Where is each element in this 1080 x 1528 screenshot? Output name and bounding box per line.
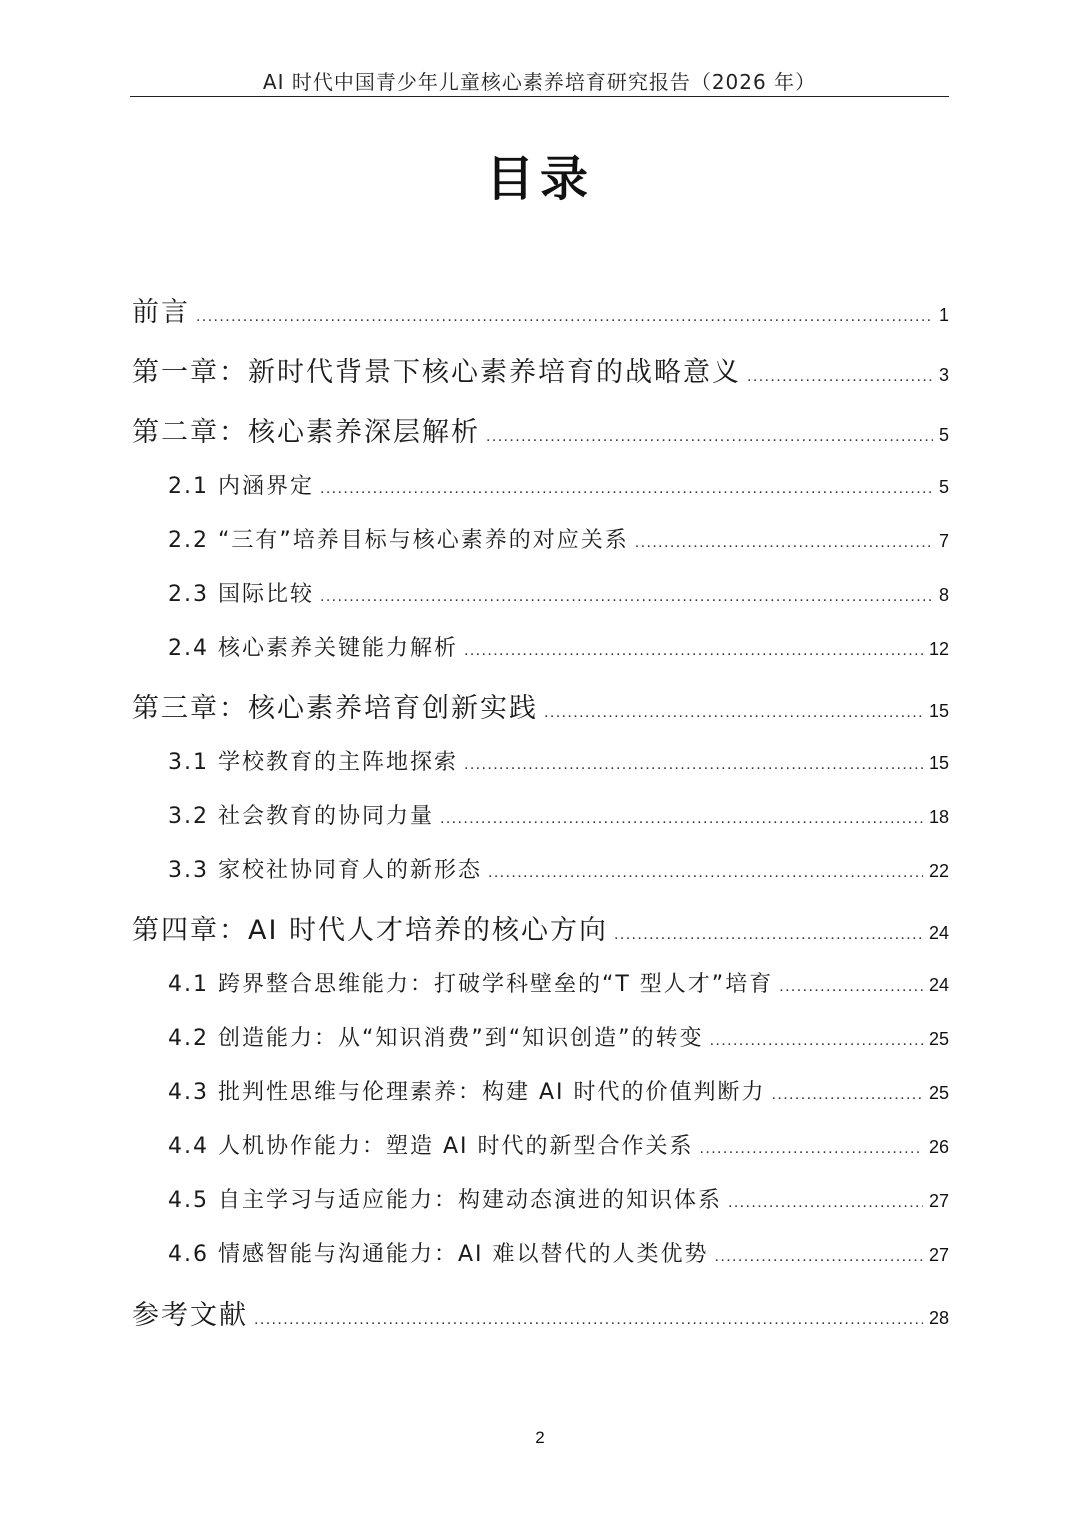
toc-entry[interactable]: [132, 908, 949, 947]
toc-entry-page: 15: [928, 753, 949, 773]
toc-entry-text: 4.3 批判性思维与伦理素养：构建 AI 时代的价值判断力: [168, 1080, 766, 1105]
toc-entry-text: 第四章：AI 时代人才培养的核心方向: [132, 915, 609, 946]
toc-entry-text: 第一章：新时代背景下核心素养培育的战略意义: [132, 357, 741, 388]
toc-entry[interactable]: [168, 1237, 949, 1268]
toc-entry-text: 4.1 跨界整合思维能力：打破学科壁垒的“T 型人才”培育: [168, 972, 774, 997]
toc-entry-text: 3.3 家校社协同育人的新形态: [168, 858, 482, 883]
toc-entry[interactable]: [168, 799, 949, 830]
toc-entry[interactable]: [168, 853, 949, 884]
toc-entry-text: 参考文献: [132, 1300, 248, 1331]
toc-entry-text: 4.6 情感智能与沟通能力：AI 难以替代的人类优势: [168, 1242, 709, 1267]
page-number: 2: [535, 1428, 545, 1447]
toc-entry-text: 3.1 学校教育的主阵地探索: [168, 750, 458, 775]
toc-entry-page: 5: [938, 477, 949, 497]
toc-leader-dots: [464, 756, 923, 774]
toc-entry[interactable]: [168, 745, 949, 776]
toc-entry-page: 5: [938, 425, 949, 445]
toc-entry[interactable]: [132, 410, 949, 449]
toc-leader-dots: [196, 308, 933, 326]
toc-entry-text: 第二章：核心素养深层解析: [132, 417, 480, 448]
toc-entry[interactable]: [168, 631, 949, 662]
toc-leader-dots: [544, 704, 923, 722]
toc-entry[interactable]: [168, 577, 949, 608]
toc-leader-dots: [486, 428, 933, 446]
toc-entry-text: 第三章：核心素养培育创新实践: [132, 693, 538, 724]
toc-entry-page: 22: [928, 861, 949, 881]
toc-entry-page: 25: [928, 1029, 949, 1049]
toc-entry-text: 2.4 核心素养关键能力解析: [168, 636, 458, 661]
toc-entry-page: 24: [928, 975, 949, 995]
toc-entry[interactable]: [132, 1293, 949, 1332]
toc-entry-page: 18: [928, 807, 949, 827]
toc-entry-page: 28: [928, 1308, 949, 1328]
toc-leader-dots: [254, 1311, 923, 1329]
toc-entry-page: 15: [928, 701, 949, 721]
toc-entry-page: 8: [938, 585, 949, 605]
toc-leader-dots: [488, 864, 923, 882]
toc-leader-dots: [464, 642, 923, 660]
toc-entry-text: 2.2 “三有”培养目标与核心素养的对应关系: [168, 528, 629, 553]
toc-leader-dots: [635, 534, 933, 552]
toc-leader-dots: [772, 1086, 923, 1104]
toc-entry-page: 27: [928, 1245, 949, 1265]
toc-entry[interactable]: [168, 469, 949, 500]
toc-entry-text: 2.1 内涵界定: [168, 474, 314, 499]
toc-entry-page: 7: [938, 531, 949, 551]
toc-entry[interactable]: [168, 1021, 949, 1052]
toc-entry[interactable]: [168, 1075, 949, 1106]
toc-entry-text: 前言: [132, 297, 190, 328]
running-header: AI 时代中国青少年儿童核心素养培育研究报告（2026 年）: [262, 70, 817, 94]
toc-entry-page: 24: [928, 923, 949, 943]
toc-entry[interactable]: [168, 1129, 949, 1160]
toc-entry-page: 12: [928, 639, 949, 659]
toc-entry-page: 27: [928, 1191, 949, 1211]
toc-leader-dots: [440, 810, 923, 828]
toc-entry-page: 3: [938, 365, 949, 385]
toc-entry-text: 4.2 创造能力：从“知识消费”到“知识创造”的转变: [168, 1026, 704, 1051]
toc-entry[interactable]: [168, 523, 949, 554]
toc-entry-text: 3.2 社会教育的协同力量: [168, 804, 434, 829]
toc-entry[interactable]: [132, 686, 949, 725]
toc-leader-dots: [715, 1248, 923, 1266]
toc-leader-dots: [320, 480, 933, 498]
toc-entry[interactable]: [168, 1183, 949, 1214]
toc-entry-text: 4.5 自主学习与适应能力：构建动态演进的知识体系: [168, 1188, 722, 1213]
toc-entry[interactable]: [132, 350, 949, 389]
toc-leader-dots: [700, 1140, 923, 1158]
toc-leader-dots: [728, 1194, 923, 1212]
toc-leader-dots: [710, 1032, 923, 1050]
toc-entry-text: 4.4 人机协作能力：塑造 AI 时代的新型合作关系: [168, 1134, 694, 1159]
toc-leader-dots: [320, 588, 933, 606]
toc-entry-page: 26: [928, 1137, 949, 1157]
toc-entry-text: 2.3 国际比较: [168, 582, 314, 607]
toc-title: 目录: [485, 151, 594, 207]
toc-leader-dots: [779, 978, 923, 996]
toc-leader-dots: [747, 368, 933, 386]
toc-entry-page: 1: [938, 305, 949, 325]
toc-entry[interactable]: [168, 967, 949, 998]
toc-leader-dots: [614, 926, 923, 944]
toc-entry-page: 25: [928, 1083, 949, 1103]
toc-entry[interactable]: [132, 290, 949, 329]
